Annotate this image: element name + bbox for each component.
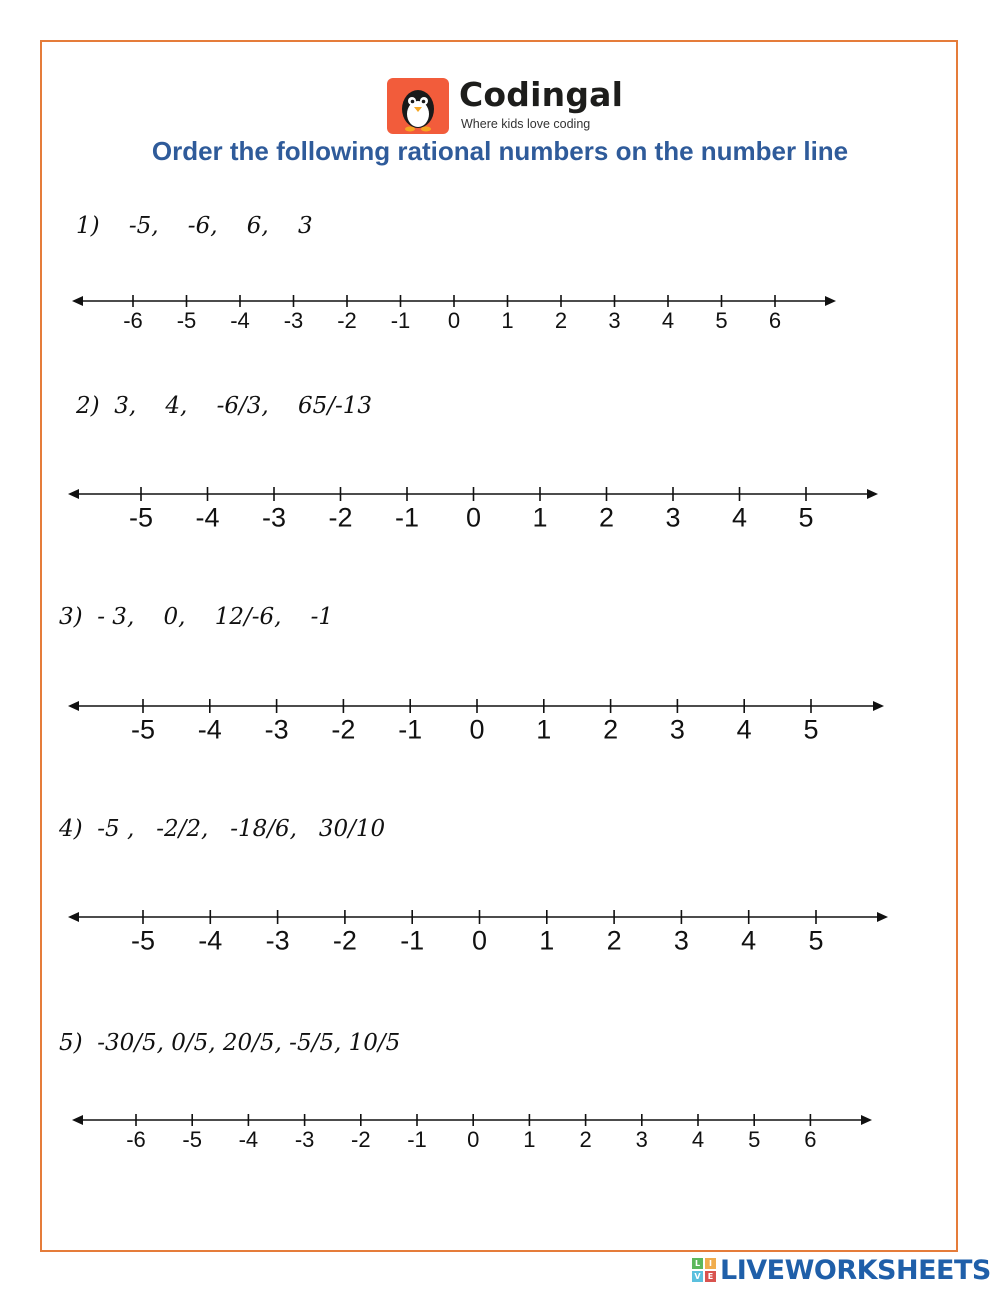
tick-label: 1 [523, 1126, 536, 1152]
tick-label: 0 [471, 925, 488, 956]
worksheet-title: Order the following rational numbers on the number line [151, 136, 849, 166]
tick-label: 6 [804, 1126, 817, 1152]
number-line-5[interactable] [0, 1090, 1000, 1150]
right-arrow-icon [873, 701, 884, 711]
tick-label: 5 [798, 502, 814, 533]
tick-label: 3 [665, 502, 681, 533]
question-4-prompt: 4) -5 , -2/2, -18/6, 30/10 [59, 816, 386, 842]
tick-label: -3 [283, 307, 304, 333]
tick-label: 4 [661, 307, 675, 333]
brand-tagline: Where kids love coding [461, 117, 591, 131]
tick-label: 4 [691, 1126, 705, 1152]
badge-letter: V [692, 1271, 703, 1282]
tick-label: -4 [197, 714, 222, 745]
tick-label: 0 [447, 307, 461, 333]
tick-label: -3 [294, 1126, 315, 1152]
tick-label: 2 [603, 714, 619, 745]
tick-label: 3 [635, 1126, 648, 1152]
penguin-logo-icon [387, 78, 449, 134]
tick-label: 5 [748, 1126, 761, 1152]
tick-label: 5 [808, 925, 824, 956]
right-arrow-icon [825, 296, 836, 306]
question-1-prompt: 1) -5, -6, 6, 3 [76, 213, 313, 239]
tick-label: 2 [579, 1126, 592, 1152]
tick-label: 0 [465, 502, 482, 533]
tick-label: 4 [741, 925, 757, 956]
tick-label: -5 [176, 307, 197, 333]
tick-label: -3 [265, 925, 290, 956]
tick-label: 5 [803, 714, 819, 745]
number-line-3[interactable] [0, 676, 1000, 745]
tick-label: -6 [126, 1126, 146, 1152]
tick-label: -5 [130, 714, 156, 745]
tick-label: 1 [532, 502, 548, 533]
tick-label: 1 [539, 925, 555, 956]
tick-label: 2 [554, 307, 568, 333]
number-line-1[interactable] [0, 271, 1000, 331]
tick-label: -4 [230, 307, 250, 333]
tick-label: -2 [328, 502, 353, 533]
tick-label: 5 [715, 307, 728, 333]
tick-label: 4 [736, 714, 752, 745]
tick-label: -3 [264, 714, 289, 745]
left-arrow-icon [72, 296, 83, 306]
tick-label: -2 [337, 307, 357, 333]
question-2-prompt: 2) 3, 4, -6/3, 65/-13 [76, 393, 373, 419]
left-arrow-icon [68, 912, 79, 922]
liveworksheets-badge-icon [692, 1258, 716, 1282]
tick-label: -2 [331, 714, 356, 745]
tick-label: 3 [608, 307, 621, 333]
left-arrow-icon [72, 1115, 83, 1125]
tick-label: -1 [394, 502, 420, 533]
tick-label: -1 [400, 925, 425, 956]
brand-name: Codingal [459, 75, 624, 114]
number-line-4[interactable] [0, 887, 1000, 956]
question-5-prompt: 5) -30/5, 0/5, 20/5, -5/5, 10/5 [59, 1030, 401, 1056]
tick-label: 3 [669, 714, 685, 745]
tick-label: 1 [536, 714, 552, 745]
tick-label: -4 [195, 502, 220, 533]
question-3-prompt: 3) - 3, 0, 12/-6, -1 [59, 604, 334, 630]
tick-label: 0 [467, 1126, 480, 1152]
badge-letter: I [705, 1258, 716, 1269]
tick-label: -6 [123, 307, 143, 333]
right-arrow-icon [877, 912, 888, 922]
left-arrow-icon [68, 701, 79, 711]
tick-label: -5 [182, 1126, 202, 1152]
tick-label: 2 [606, 925, 622, 956]
tick-label: -2 [351, 1126, 371, 1152]
tick-label: 1 [501, 307, 514, 333]
tick-label: -5 [130, 925, 156, 956]
tick-label: 4 [731, 502, 748, 533]
tick-label: -1 [390, 307, 411, 333]
tick-label: -5 [128, 502, 154, 533]
tick-label: -1 [407, 1126, 427, 1152]
tick-label: -4 [238, 1126, 259, 1152]
tick-label: 6 [768, 307, 782, 333]
tick-label: 0 [469, 714, 485, 745]
tick-label: 2 [598, 502, 615, 533]
right-arrow-icon [867, 489, 878, 499]
tick-label: -1 [398, 714, 423, 745]
tick-label: 3 [673, 925, 689, 956]
badge-letter: E [705, 1271, 716, 1282]
tick-label: -4 [198, 925, 223, 956]
right-arrow-icon [861, 1115, 872, 1125]
liveworksheets-watermark [692, 1255, 991, 1285]
badge-letter: L [692, 1258, 703, 1269]
tick-label: -2 [332, 925, 357, 956]
left-arrow-icon [68, 489, 79, 499]
tick-label: -3 [261, 502, 287, 533]
watermark-text: LIVEWORKSHEETS [720, 1254, 991, 1286]
number-line-2[interactable] [0, 464, 1000, 533]
